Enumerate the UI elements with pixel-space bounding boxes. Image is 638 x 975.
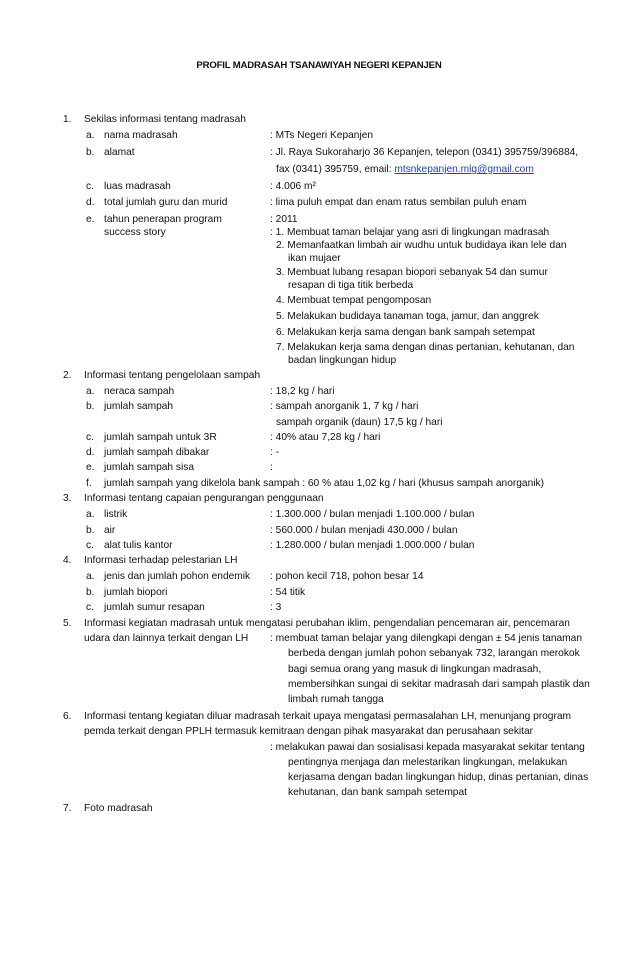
s3-b-letter: b. [86, 525, 95, 536]
s1-d-letter: d. [86, 197, 95, 208]
s2-d-label: jumlah sampah dibakar [104, 447, 210, 458]
s3-a-value: : 1.300.000 / bulan menjadi 1.100.000 / bulan [270, 509, 475, 520]
s3-c-value: : 1.280.000 / bulan menjadi 1.000.000 / bulan [270, 540, 475, 551]
s4-a-label: jenis dan jumlah pohon endemik [104, 571, 251, 582]
s2-b-value-line1: : sampah anorganik 1, 7 kg / hari [270, 401, 419, 412]
s4-b-letter: b. [86, 587, 95, 598]
success-item: : 1. Membuat taman belajar yang asri di lingkungan madrasah [270, 227, 550, 238]
section-4-number: 4. [63, 555, 72, 566]
section-5-line: bagi semua orang yang masuk di lingkungan madrasah, [288, 664, 542, 675]
s2-a-label: neraca sampah [104, 386, 175, 397]
s1-e-label-line2: success story [104, 227, 166, 238]
s2-a-value: : 18,2 kg / hari [270, 386, 335, 397]
s1-c-letter: c. [86, 181, 94, 192]
s1-b-value-line2 [276, 163, 534, 176]
section-3-number: 3. [63, 493, 72, 504]
section-5-line: limbah rumah tangga [288, 694, 384, 705]
s2-c-label: jumlah sampah untuk 3R [104, 432, 217, 443]
s4-a-value: : pohon kecil 718, pohon besar 14 [270, 571, 424, 582]
section-2-number: 2. [63, 370, 72, 381]
s1-b-label: alamat [104, 147, 135, 158]
success-item: 4. Membuat tempat pengomposan [276, 295, 432, 306]
s1-d-value: : lima puluh empat dan enam ratus sembilan puluh enam [270, 197, 527, 208]
s2-c-value: : 40% atau 7,28 kg / hari [270, 432, 381, 443]
s3-c-letter: c. [86, 540, 94, 551]
section-6-line: kerjasama dengan badan lingkungan hidup, dinas pertanian, dinas [288, 772, 589, 783]
section-5-line1: Informasi kegiatan madrasah untuk mengatasi perubahan iklim, pengendalian pencemaran air, pencemaran [84, 618, 570, 629]
section-6-line1: Informasi tentang kegiatan diluar madrasah terkait upaya mengatasi permasalahan LH, menunjang program [84, 711, 572, 722]
success-item: 2. Memanfaatkan limbah air wudhu untuk budidaya ikan lele dan [276, 240, 567, 251]
s2-c-letter: c. [86, 432, 94, 443]
s3-b-label: air [104, 525, 116, 536]
s3-a-letter: a. [86, 509, 95, 520]
s3-a-label: listrik [104, 509, 128, 520]
s2-d-letter: d. [86, 447, 95, 458]
section-5-line: membersihkan sungai di sekitar madrasah dari sampah plastik dan [288, 679, 590, 690]
s1-a-label: nama madrasah [104, 130, 178, 141]
section-6-line2: pemda terkait dengan PPLH termasuk kemitraan dengan pihak masyarakat dan perusahaan sekitar [84, 726, 534, 737]
success-item: badan lingkungan hidup [288, 355, 397, 366]
s4-c-letter: c. [86, 602, 94, 613]
fax-text: fax (0341) 395759, email: [276, 164, 395, 175]
section-5-number: 5. [63, 618, 72, 629]
s4-b-value: : 54 titik [270, 587, 306, 598]
section-5-line2-value: : membuat taman belajar yang dilengkapi dengan ± 54 jenis tanaman [270, 633, 582, 644]
success-item: resapan di tiga titik berbeda [288, 280, 414, 291]
s3-c-label: alat tulis kantor [104, 540, 173, 551]
section-5-line: berbeda dengan jumlah pohon sebanyak 732, larangan merokok [288, 648, 580, 659]
s1-a-letter: a. [86, 130, 95, 141]
s4-c-value: : 3 [270, 602, 282, 613]
s1-e-value: : 2011 [270, 214, 298, 225]
s2-f-letter: f. [86, 478, 92, 489]
s1-d-label: total jumlah guru dan murid [104, 197, 228, 208]
s1-b-value-line1: : Jl. Raya Sukoraharjo 36 Kepanjen, telepon (0341) 395759/396884, [270, 147, 579, 158]
section-4-heading: Informasi terhadap pelestarian LH [84, 555, 238, 566]
email-link[interactable]: mtsnkepanjen.mlg@gmail.com [394, 164, 534, 175]
section-6-number: 6. [63, 711, 72, 722]
s1-e-label-line1: tahun penerapan program [104, 214, 222, 225]
section-5-line2-label: udara dan lainnya terkait dengan LH [84, 633, 249, 644]
s2-d-value: : - [270, 447, 280, 458]
section-6-value: : melakukan pawai dan sosialisasi kepada masyarakat sekitar tentang [270, 742, 585, 753]
s1-c-label: luas madrasah [104, 181, 171, 192]
s2-e-label: jumlah sampah sisa [104, 462, 195, 473]
s2-f-text: jumlah sampah yang dikelola bank sampah : 60 % atau 1,02 kg / hari (khusus sampah anorganik) [104, 478, 545, 489]
s1-b-letter: b. [86, 147, 95, 158]
success-item: 3. Membuat lubang resapan biopori sebanyak 54 dan sumur [276, 267, 548, 278]
s1-a-value: : MTs Negeri Kepanjen [270, 130, 374, 141]
s2-e-letter: e. [86, 462, 95, 473]
section-6-line: pentingnya menjaga dan melestarikan lingkungan, melakukan [288, 757, 568, 768]
s3-b-value: : 560.000 / bulan menjadi 430.000 / bulan [270, 525, 458, 536]
s2-b-value-line2: sampah organik (daun) 17,5 kg / hari [276, 417, 443, 428]
page-title: PROFIL MADRASAH TSANAWIYAH NEGERI KEPANJEN [196, 60, 442, 71]
s4-c-label: jumlah sumur resapan [104, 602, 205, 613]
s4-b-label: jumlah biopori [104, 587, 168, 598]
section-6-line: kehutanan, dan bank sampah setempat [288, 787, 467, 798]
s2-a-letter: a. [86, 386, 95, 397]
s2-b-letter: b. [86, 401, 95, 412]
success-item: 7. Melakukan kerja sama dengan dinas pertanian, kehutanan, dan [276, 342, 575, 353]
section-7-heading: Foto madrasah [84, 803, 153, 814]
section-1-heading: Sekilas informasi tentang madrasah [84, 114, 246, 125]
section-2-heading: Informasi tentang pengelolaan sampah [84, 370, 261, 381]
s4-a-letter: a. [86, 571, 95, 582]
s2-b-label: jumlah sampah [104, 401, 174, 412]
section-1-number: 1. [63, 114, 72, 125]
success-item: 5. Melakukan budidaya tanaman toga, jamur, dan anggrek [276, 311, 539, 322]
success-item: ikan mujaer [288, 253, 341, 264]
s1-c-value: : 4.006 m² [270, 181, 316, 192]
s2-e-value: : [270, 462, 273, 473]
section-7-number: 7. [63, 803, 72, 814]
section-3-heading: Informasi tentang capaian pengurangan penggunaan [84, 493, 324, 504]
s1-e-letter: e. [86, 214, 95, 225]
success-item: 6. Melakukan kerja sama dengan bank sampah setempat [276, 327, 535, 338]
